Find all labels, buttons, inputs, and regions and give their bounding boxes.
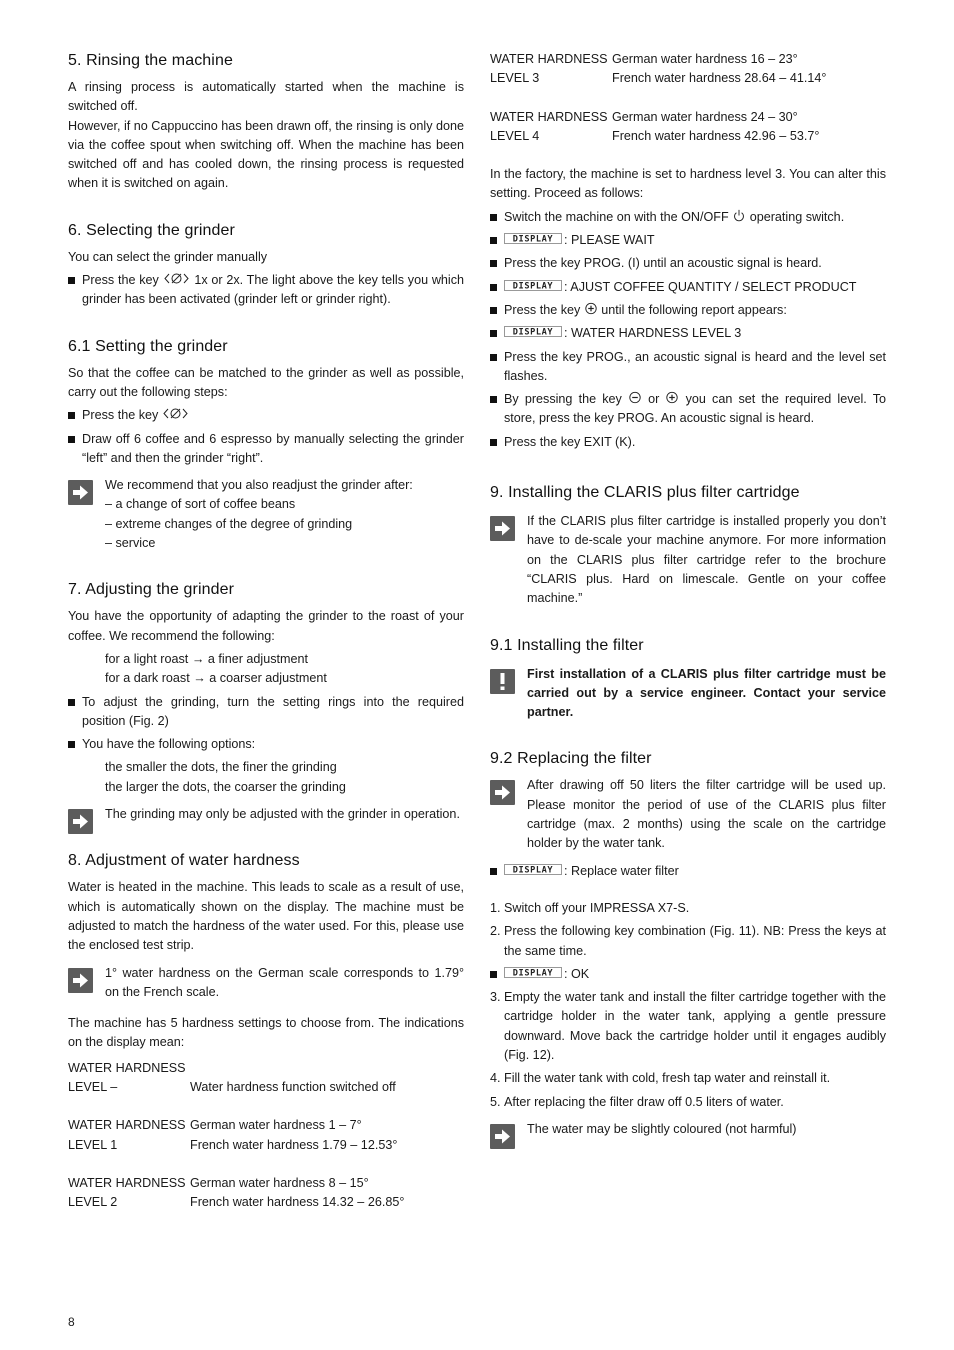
section-title: 7. Adjusting the grinder xyxy=(68,581,235,599)
light-roast-line: for a light roast → a finer adjustment xyxy=(105,651,309,666)
section-title: 5. Rinsing the machine xyxy=(68,52,233,69)
grinder-key-icon xyxy=(162,407,190,420)
bullet-square-icon xyxy=(490,237,497,244)
minus-key-icon xyxy=(628,391,642,404)
paragraph: So that the coffee can be matched to the grinder as well as possible, carry out the following steps: xyxy=(68,365,464,399)
list-item: Press the key EXIT (K). xyxy=(490,433,886,452)
bullet-square-icon xyxy=(490,284,497,291)
note-box: After drawing off 50 liters the filter cartridge will be used up. Please monitor the period of use of the CLARIS plus filter cartridge (max. 2 months) using the scale on the cartridge holder by the water tank. xyxy=(490,776,886,853)
bullet-square-icon xyxy=(490,439,497,446)
section-replacing-filter xyxy=(490,748,886,1139)
bullet-square-icon xyxy=(490,396,497,403)
plus-key-icon xyxy=(584,302,598,315)
list-item: : AJUST COFFEE QUANTITY / SELECT PRODUCT xyxy=(490,278,886,297)
section-water-hardness xyxy=(68,850,464,1212)
section-selecting-grinder xyxy=(68,220,464,310)
arrow-note-icon xyxy=(490,780,515,805)
bullet-square-icon xyxy=(490,354,497,361)
bullet-square-icon xyxy=(68,741,75,748)
dark-roast-line: for a dark roast → a coarser adjustment xyxy=(105,671,327,686)
bullet-list xyxy=(68,406,464,468)
list-item: 4. Fill the water tank with cold, fresh tap water and reinstall it. xyxy=(490,1071,831,1086)
bullet-square-icon xyxy=(490,214,497,221)
bullet-square-icon xyxy=(490,260,497,267)
arrow-note-icon xyxy=(68,968,93,993)
warning-icon xyxy=(490,669,515,694)
note-box: 1° water hardness on the German scale corresponds to 1.79° on the French scale. xyxy=(68,964,464,1003)
list-item: Press the key PROG. (I) until an acoustic signal is heard. xyxy=(490,254,886,273)
list-item: Press the key until the following report appears: xyxy=(490,301,886,320)
hardness-table: WATER HARDNESS German water hardness 16 – 23° LEVEL 3 French water hardness 28.64 – 41.14° WATER HARDNESS German water hardness 24 – 30° LEVEL 4 French water hardness 42.96 – 53.7° xyxy=(490,52,827,143)
note-box: The water may be slightly coloured (not harmful) xyxy=(490,1120,886,1139)
paragraph: The machine has 5 hardness settings to choose from. The indications on the display mean: xyxy=(68,1016,464,1050)
arrow-note-icon xyxy=(68,809,93,834)
section-setting-grinder xyxy=(68,336,464,554)
bullet-square-icon xyxy=(490,330,497,337)
list-item: 3. Empty the water tank and install the filter cartridge together with the cartridge holder in the water tank, applying a gentle pressure downward. Move back the cartridge holder until it engages audibly (Fig. 12). xyxy=(490,990,886,1062)
paragraph: You can select the grinder manually xyxy=(68,249,268,264)
list-item: By pressing the key or you can set the required level. To store, press the key PROG. An acoustic signal is heard. xyxy=(490,390,886,429)
bullet-square-icon xyxy=(68,412,75,419)
section-title: 9.1 Installing the filter xyxy=(490,636,644,654)
hardness-table: WATER HARDNESS LEVEL – Water hardness function switched off WATER HARDNESS German water hardness 1 – 7° LEVEL 1 French water hardness 1.79 – 12.53° WATER HARDNESS German water hardness 8 – 15° LEVEL 2 French water hardness 14.32 – 26.85° xyxy=(68,1060,405,1210)
list-item: : WATER HARDNESS LEVEL 3 xyxy=(490,324,886,343)
bullet-square-icon xyxy=(68,436,75,443)
display-icon xyxy=(504,326,562,337)
right-column xyxy=(490,50,886,1165)
paragraph: You have the opportunity of adapting the grinder to the roast of your coffee. We recommend the following: xyxy=(68,609,464,643)
section-installing-filter xyxy=(490,635,886,723)
paragraph: Water is heated in the machine. This leads to scale as a result of use, which is automatically shown on the display. The machine must be adjusted to match the hardness of the water used. For this, please use the enclosed test strip. xyxy=(68,880,464,953)
power-icon xyxy=(732,209,746,222)
arrow-note-icon xyxy=(490,516,515,541)
procedure-list xyxy=(490,208,886,452)
list-item: : Replace water filter xyxy=(490,862,886,881)
section-rinsing xyxy=(68,50,464,194)
display-icon xyxy=(504,233,562,244)
list-item: : OK xyxy=(490,965,886,984)
bullet-square-icon xyxy=(68,699,75,706)
list-item: Press the key xyxy=(68,406,464,425)
paragraph: However, if no Cappuccino has been drawn off, the rinsing is only done via the coffee spout when switching off. When the machine has been switched off and has cooled down, the rinsing process is requested when it is switched on again. xyxy=(68,118,465,191)
list-item: 2. Press the following key combination (Fig. 11). NB: Press the keys at the same time. xyxy=(490,924,886,958)
list-item: Press the key 1x or 2x. The light above the key tells you which grinder has been activated (grinder left or grinder right). xyxy=(68,271,464,310)
bullet-square-icon xyxy=(490,868,497,875)
bullet-square-icon xyxy=(68,277,75,284)
bullet-square-icon xyxy=(490,307,497,314)
roast-recommendations xyxy=(68,650,464,689)
display-icon xyxy=(504,280,562,291)
bullet-list xyxy=(490,965,886,984)
list-item: Draw off 6 coffee and 6 espresso by manually selecting the grinder “left” and then the grinder “right”. xyxy=(68,430,464,469)
paragraph: In the factory, the machine is set to hardness level 3. You can alter this setting. Proceed as follows: xyxy=(490,167,886,201)
section-title: 9. Installing the CLARIS plus filter cartridge xyxy=(490,484,800,502)
paragraph: A rinsing process is automatically started when the machine is switched off. xyxy=(68,80,464,114)
grinder-key-icon xyxy=(163,272,191,285)
numbered-list xyxy=(490,988,886,1112)
bullet-list xyxy=(490,862,886,881)
section-claris xyxy=(490,482,886,608)
display-icon xyxy=(504,967,562,978)
section-title: 6. Selecting the grinder xyxy=(68,221,235,239)
list-item: Press the key PROG., an acoustic signal is heard and the level set flashes. xyxy=(490,348,886,387)
list-item: : PLEASE WAIT xyxy=(490,231,886,250)
bullet-square-icon xyxy=(490,971,497,978)
plus-key-icon xyxy=(665,391,679,404)
display-icon xyxy=(504,864,562,875)
note-box: If the CLARIS plus filter cartridge is installed properly you don’t have to de-scale your machine anymore. For more information on the CLARIS plus filter cartridge refer to the brochure “CLARIS plus. Hard on limescale. Gentle on your coffee machine.” xyxy=(490,512,886,608)
page-number: 8 xyxy=(68,1315,75,1329)
arrow-note-icon xyxy=(490,1124,515,1149)
list-item: Switch the machine on with the ON/OFF operating switch. xyxy=(490,208,886,227)
list-item: 5. After replacing the filter draw off 0.5 liters of water. xyxy=(490,1094,784,1109)
bullet-list xyxy=(68,271,464,310)
list-item: You have the following options: xyxy=(68,735,464,754)
bullet-list xyxy=(68,693,464,755)
section-adjusting-grinder xyxy=(68,579,464,824)
note-box: The grinding may only be adjusted with the grinder in operation. xyxy=(68,805,464,824)
list-item: 1. Switch off your IMPRESSA X7-S. xyxy=(490,900,690,915)
section-title: 6.1 Setting the grinder xyxy=(68,337,228,355)
note-box: We recommend that you also readjust the grinder after: – a change of sort of coffee beans – extreme changes of the degree of grinding – service xyxy=(68,476,464,553)
warning-box: First installation of a CLARIS plus filter cartridge must be carried out by a service engineer. Contact your service partner. xyxy=(490,665,886,723)
section-title: 8. Adjustment of water hardness xyxy=(68,852,300,870)
grinding-options: the smaller the dots, the finer the grinding the larger the dots, the coarser the grinding xyxy=(105,760,346,794)
numbered-list xyxy=(490,899,886,961)
list-item: To adjust the grinding, turn the setting rings into the required position (Fig. 2) xyxy=(68,693,464,732)
section-title: 9.2 Replacing the filter xyxy=(490,750,652,768)
arrow-note-icon xyxy=(68,480,93,505)
left-column xyxy=(68,50,464,1238)
